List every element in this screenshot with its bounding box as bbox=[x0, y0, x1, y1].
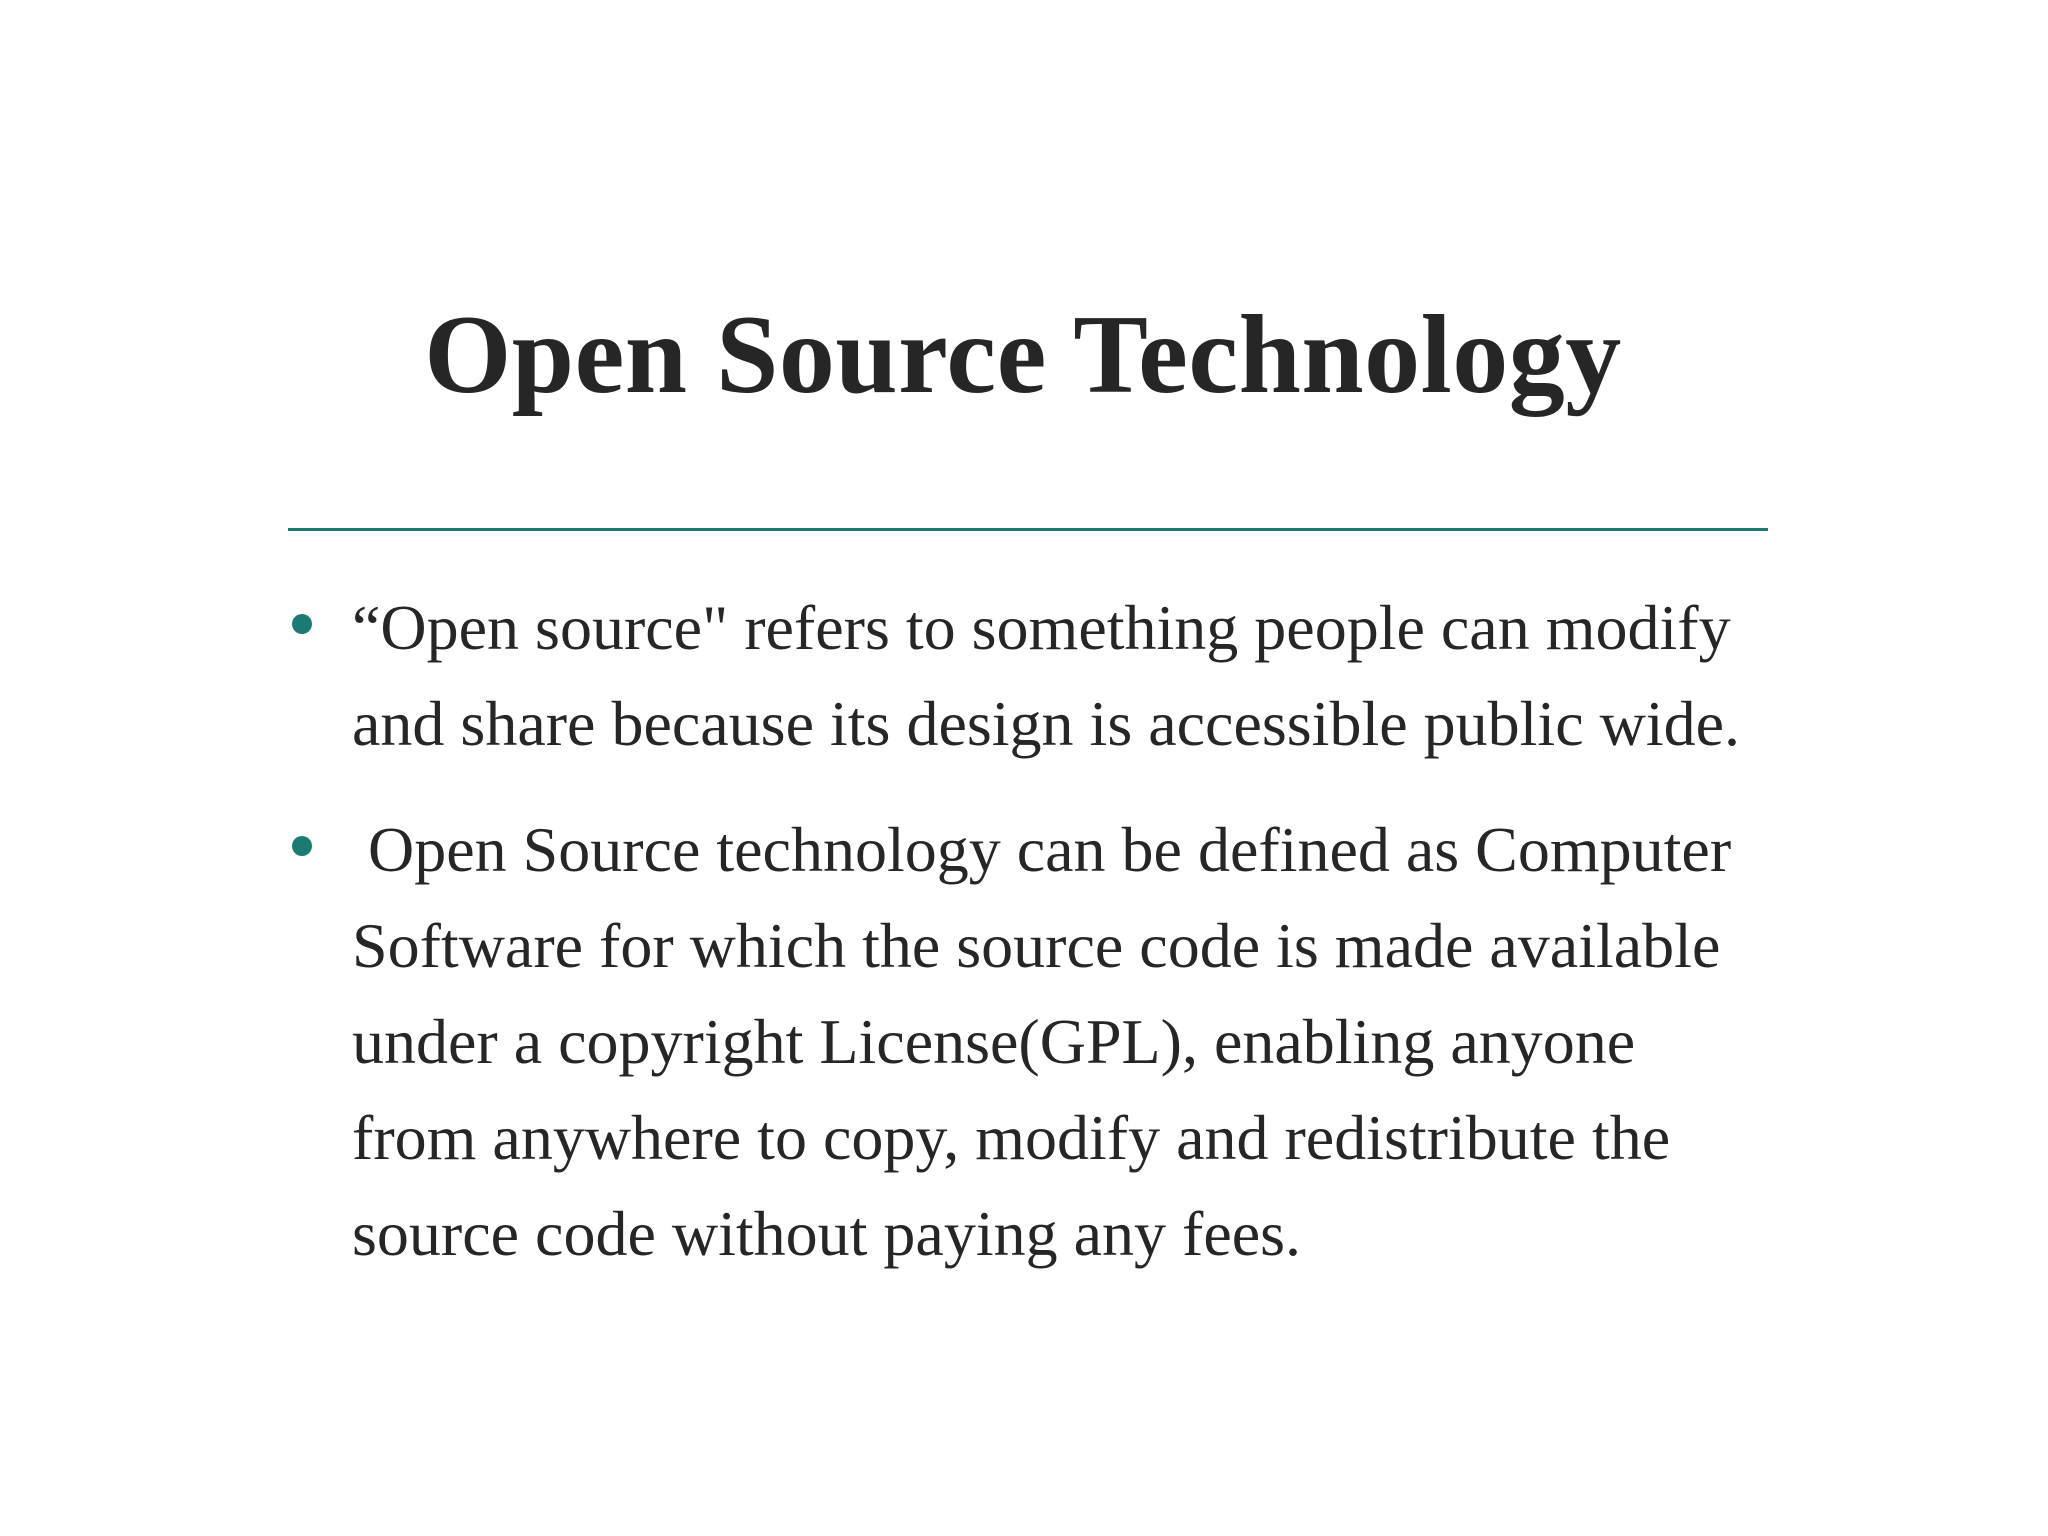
bullet-dot-icon bbox=[292, 614, 312, 634]
bullet-text: “Open source" refers to something people can modify and share because its design is accessible public wide. bbox=[352, 592, 1740, 759]
bullet-text: Open Source technology can be defined as Computer Software for which the source code is made available under a copyright License(GPL), enabling anyone from anywhere to copy, modify and redistribute the source code without paying any fees. bbox=[352, 814, 1748, 1269]
slide-title: Open Source Technology bbox=[424, 293, 1622, 417]
bullet-list bbox=[288, 580, 1768, 1312]
bullet-item bbox=[288, 802, 1768, 1282]
bullet-dot-icon bbox=[292, 836, 312, 856]
bullet-item bbox=[288, 580, 1768, 772]
title-divider bbox=[288, 528, 1768, 531]
